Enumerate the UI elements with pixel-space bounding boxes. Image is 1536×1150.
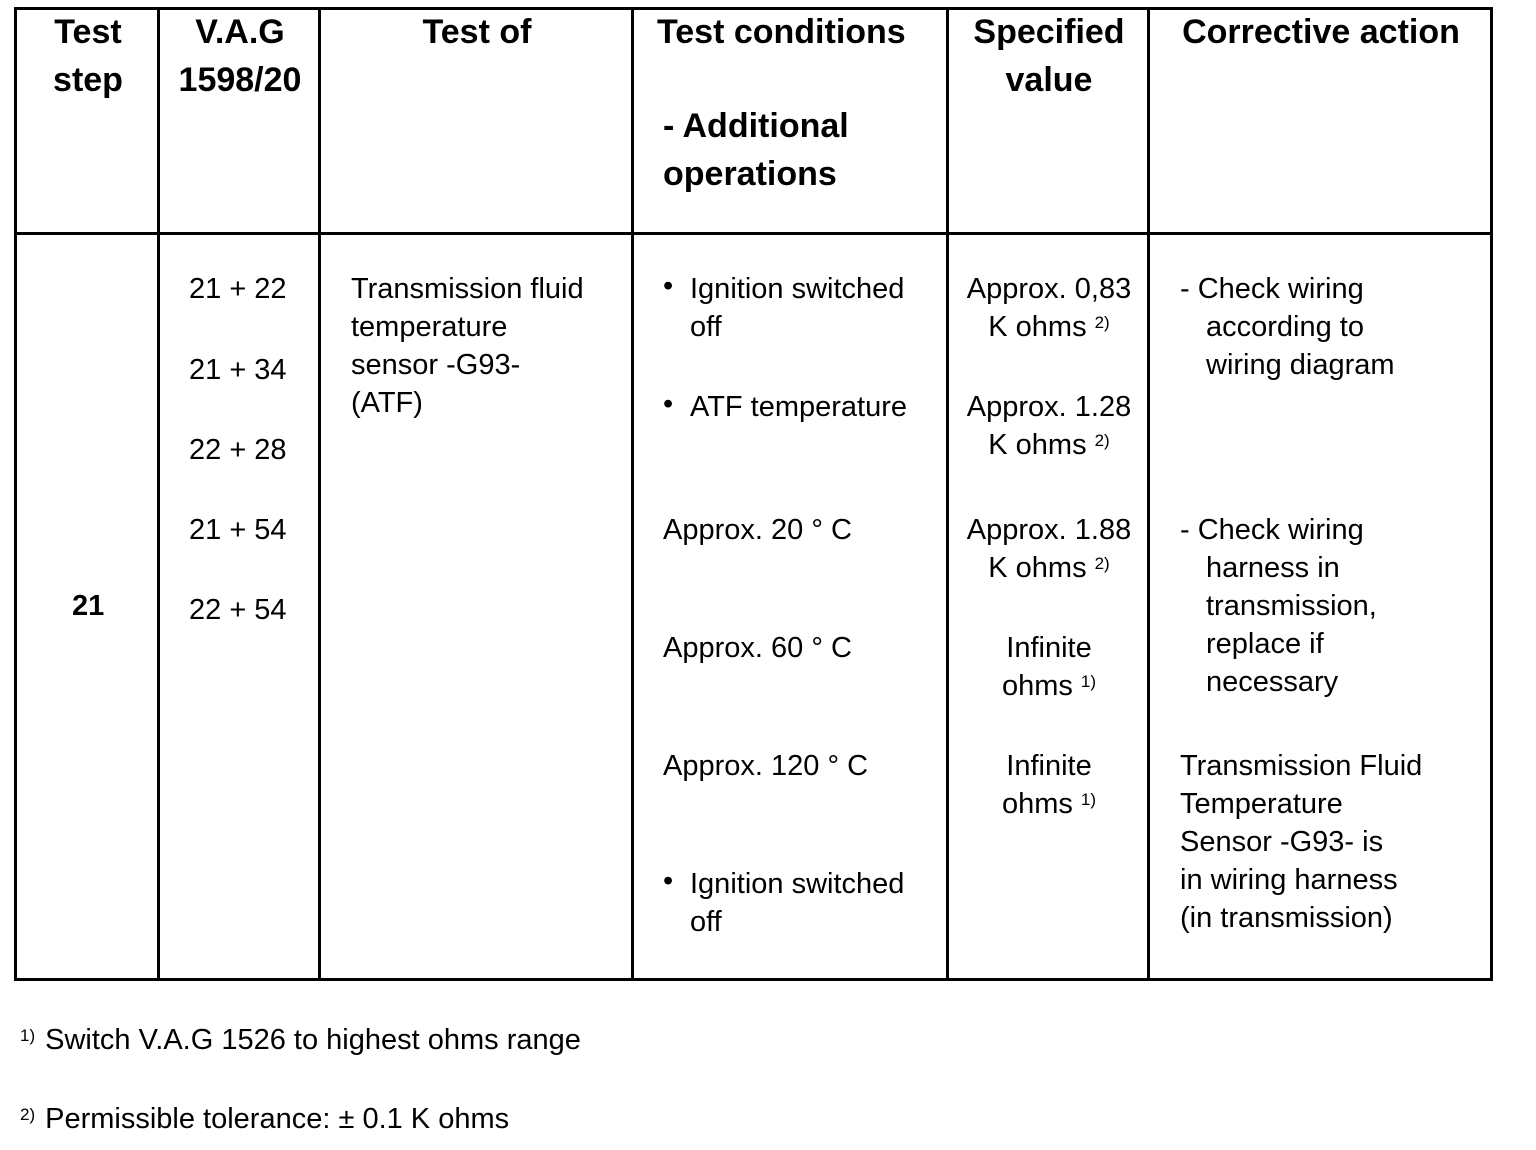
header-corrective-action: Corrective action — [1182, 13, 1460, 51]
vag-pin-pair: 21 + 22 — [189, 273, 287, 305]
column-divider — [631, 7, 634, 981]
column-divider — [1147, 7, 1150, 981]
header-test-conditions: Test conditions — [657, 13, 906, 51]
condition-temp-60: Approx. 60 ° C — [663, 632, 852, 664]
specified-value: Infinite ohms $^{1)}$ — [1001, 632, 1097, 702]
test-step-value: 21 — [72, 590, 105, 622]
column-divider — [946, 7, 949, 981]
vag-pin-pair: 21 + 34 — [189, 354, 287, 386]
corrective-check-wiring: - Check wiring according to wiring diagram — [1180, 273, 1395, 381]
corrective-sensor-note: Transmission Fluid Temperature Sensor -G93- is in wiring harness (in transmission) — [1180, 750, 1423, 934]
header-vag: V.A.G 1598/20 — [178, 13, 302, 99]
column-divider — [318, 7, 321, 981]
header-divider — [14, 232, 1493, 235]
header-additional-operations: - Additional operations — [663, 107, 849, 193]
bullet-icon: • — [663, 388, 674, 420]
specified-value: Approx. 1.28 K ohms $^{2)}$ — [966, 391, 1132, 461]
vag-pin-pair: 22 + 54 — [189, 594, 287, 626]
footnote-1: $^{1)}$ Switch V.A.G 1526 to highest ohms range — [20, 1024, 581, 1056]
condition-temp-120: Approx. 120 ° C — [663, 750, 869, 782]
vag-pin-pair: 22 + 28 — [189, 434, 287, 466]
specified-value: Approx. 1.88 K ohms $^{2)}$ — [966, 514, 1132, 584]
condition-atf-temperature: ATF temperature — [690, 391, 908, 423]
header-specified-value: Specified value — [973, 13, 1125, 99]
vag-pin-pair: 21 + 54 — [189, 514, 287, 546]
column-divider — [157, 7, 160, 981]
bullet-icon: • — [663, 865, 674, 897]
footnote-2: $^{2)}$ Permissible tolerance: ± 0.1 K ohms — [20, 1103, 510, 1135]
condition-temp-20: Approx. 20 ° C — [663, 514, 852, 546]
specified-value: Infinite ohms $^{1)}$ — [1001, 750, 1097, 820]
condition-ignition-off: Ignition switched off — [690, 868, 905, 938]
condition-ignition-off: Ignition switched off — [690, 273, 905, 343]
header-test-of: Test of — [422, 13, 532, 51]
bullet-icon: • — [663, 270, 674, 302]
test-of-description: Transmission fluid temperature sensor -G93- (ATF) — [351, 273, 584, 419]
header-test-step: Test step — [53, 13, 123, 99]
corrective-check-harness: - Check wiring harness in transmission, replace if necessary — [1180, 514, 1377, 698]
specified-value: Approx. 0,83 K ohms $^{2)}$ — [966, 273, 1132, 343]
